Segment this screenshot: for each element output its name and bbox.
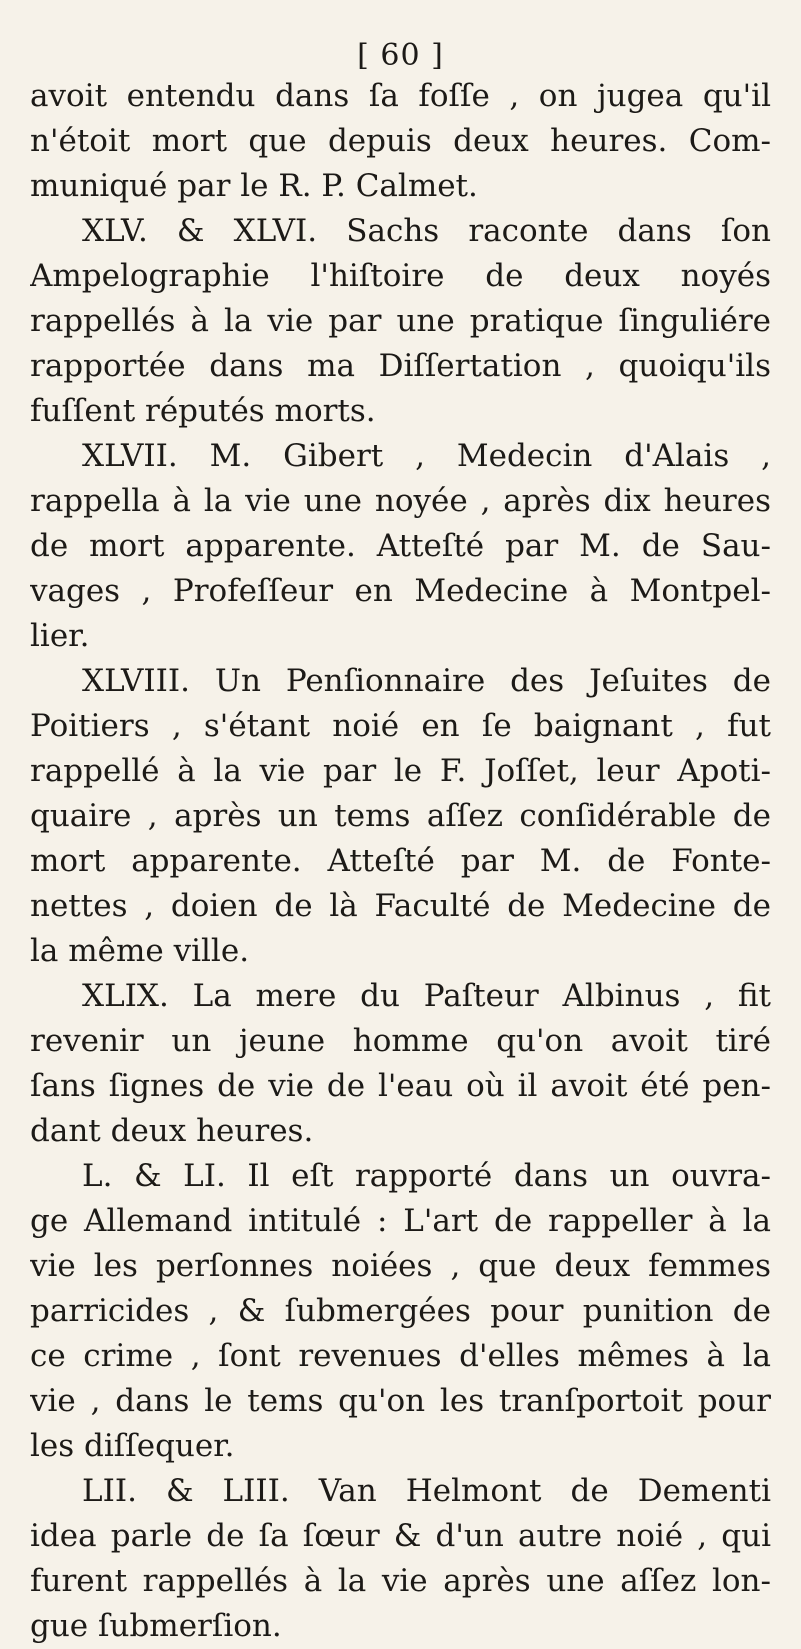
text-line: vie , dans le tems qu'on les tranſportoit pour [30,1383,771,1419]
text-line: lier. [30,618,90,654]
text-line: Poitiers , s'étant noié en ſe baignant , fut [30,708,771,744]
page-number: [ 60 ] [357,38,444,73]
text-line: Ampelographie l'hiſtoire de deux noyés [30,258,771,294]
text-line: mort apparente. Atteſté par M. de Fonte- [30,843,771,879]
text-line: vie les perſonnes noiées , que deux femmes [30,1248,771,1284]
text-line: n'étoit mort que depuis deux heures. Com- [30,123,771,159]
text-line: XLV. & XLVI. Sachs raconte dans ſon [82,213,771,249]
text-line: revenir un jeune homme qu'on avoit tiré [30,1023,771,1059]
text-line: rapportée dans ma Diſſertation , quoiqu'ils [30,348,771,384]
text-line: furent rappellés à la vie après une aſſez lon- [30,1563,771,1599]
text-line: rappellé à la vie par le F. Joſſet, leur Apoti- [30,753,771,789]
text-line: ge Allemand intitulé : L'art de rappeller à la [30,1203,771,1239]
text-line: dant deux heures. [30,1113,314,1149]
text-line: avoit entendu dans ſa foſſe , on jugea qu'il [30,78,771,114]
text-line: XLVIII. Un Penſionnaire des Jeſuites de [82,663,771,699]
text-line: les diſſequer. [30,1428,235,1464]
text-line: rappellés à la vie par une pratique ſinguliére [30,303,771,339]
text-line: vages , Profeſſeur en Medecine à Montpel- [30,573,771,609]
text-line: LII. & LIII. Van Helmont de Dementi [82,1473,771,1509]
text-line: L. & LI. Il eſt rapporté dans un ouvra- [82,1158,771,1194]
text-line: fuſſent réputés morts. [30,393,376,429]
text-line: muniqué par le R. P. Calmet. [30,168,478,204]
text-line: ſans ſignes de vie de l'eau où il avoit été pen- [30,1068,771,1104]
text-line: XLIX. La mere du Paſteur Albinus , fit [82,978,771,1014]
text-line: gue ſubmerſion. [30,1608,282,1644]
text-line: rappella à la vie une noyée , après dix heures [30,483,771,519]
text-line: idea parle de ſa ſœur & d'un autre noié , qui [30,1518,771,1554]
text-line: quaire , après un tems aſſez conſidérable de [30,798,771,834]
text-line: de mort apparente. Atteſté par M. de Sau- [30,528,771,564]
text-line: ce crime , ſont revenues d'elles mêmes à la [30,1338,771,1374]
text-line: la même ville. [30,933,250,969]
text-line: nettes , doien de là Faculté de Medecine de [30,888,771,924]
body-text [30,74,771,1649]
text-line: parricides , & ſubmergées pour punition de [30,1293,771,1329]
text-line: XLVII. M. Gibert , Medecin d'Alais , [82,438,771,474]
